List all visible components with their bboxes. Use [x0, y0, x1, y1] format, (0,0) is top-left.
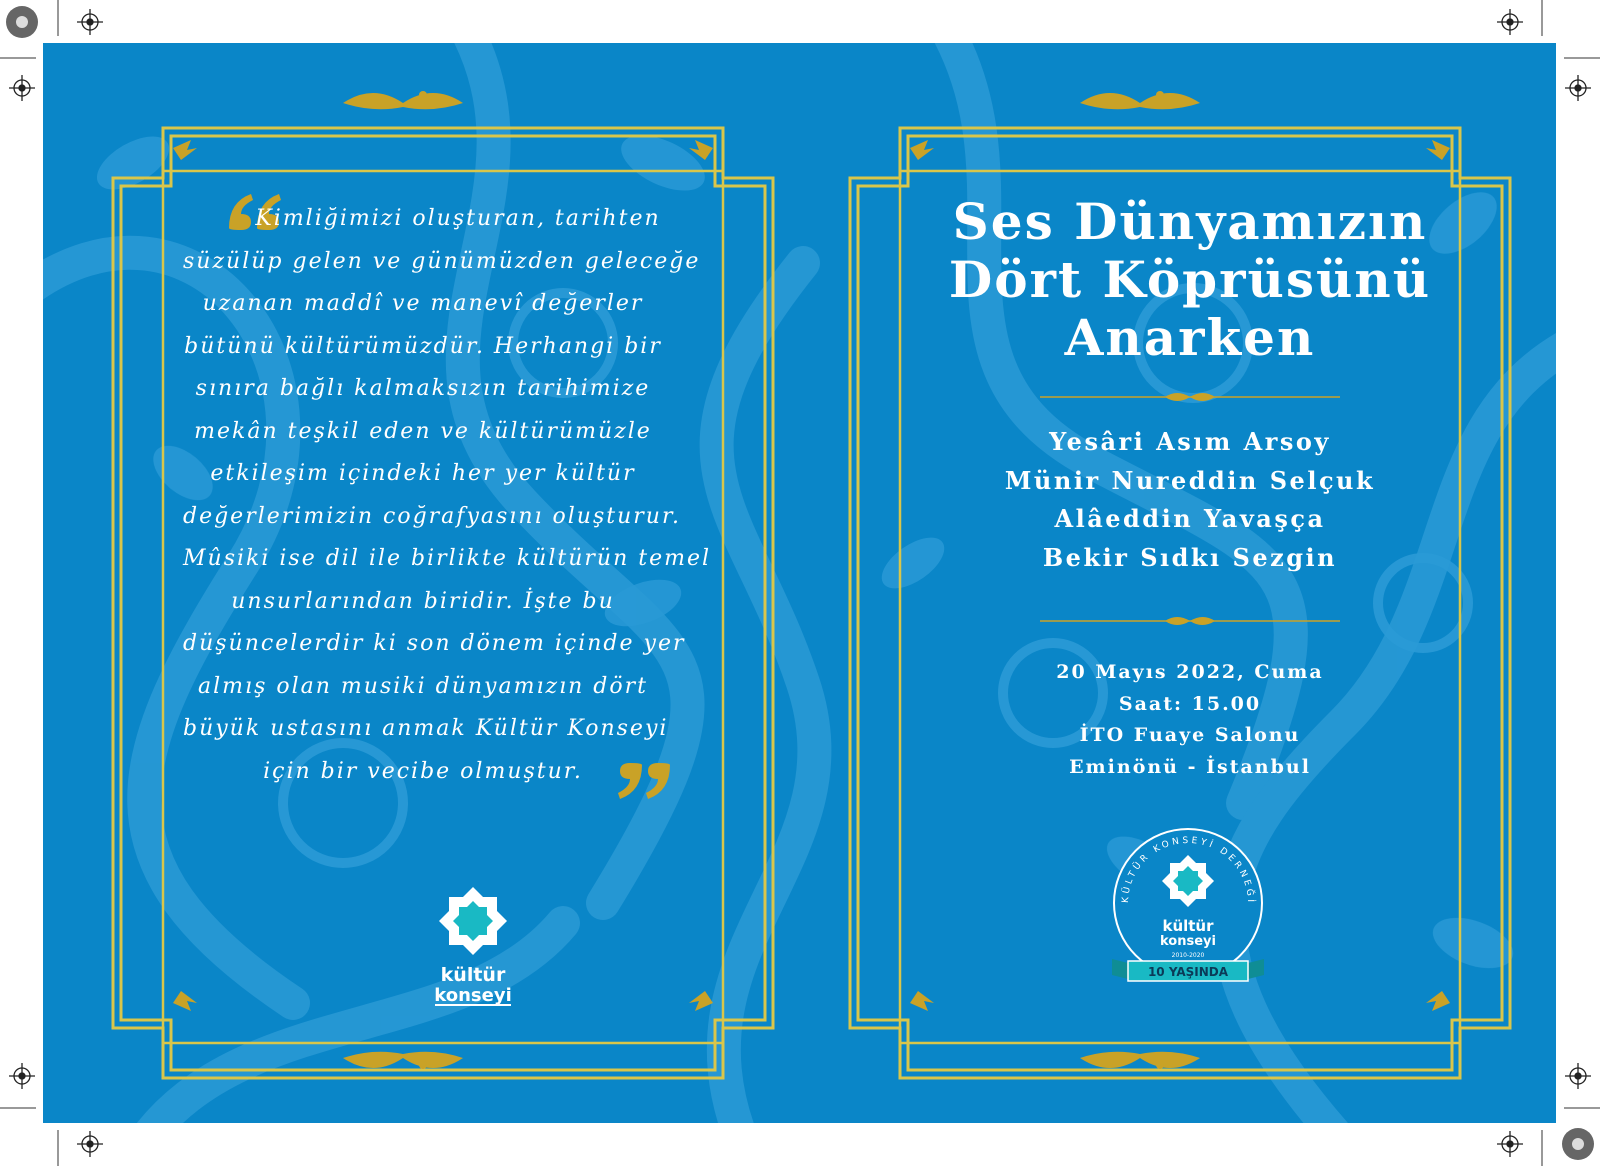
quote-line: süzülüp gelen ve günümüzden geleceğe: [183, 248, 701, 274]
close-quote-icon: [616, 755, 676, 805]
honoree-name: Yesâri Asım Arsoy: [1049, 427, 1331, 456]
honoree-name: Alâeddin Yavaşça: [1054, 504, 1326, 533]
badge-ribbon-text: 10 YAŞINDA: [1147, 965, 1229, 979]
anniversary-badge: [1108, 823, 1268, 991]
logo-text-line1: kültür: [440, 964, 506, 986]
quote-line: unsurlarından biridir. İşte bu: [231, 588, 615, 614]
quote-line: Kimliğimizi oluşturan, tarihten: [255, 206, 661, 231]
quote-line: etkileşim içindeki her yer kültür: [210, 461, 636, 486]
badge-years: 2010-2020: [1171, 952, 1205, 959]
event-time: Saat: 15.00: [1118, 692, 1262, 715]
invitation-sheet: [43, 43, 1556, 1123]
logo-text-line2: konseyi: [434, 985, 512, 1006]
honoree-name: Bekir Sıdkı Sezgin: [1042, 542, 1338, 572]
title-line: Dört Köprüsünü: [948, 250, 1432, 309]
right-panel: [830, 43, 1550, 1123]
quote-line: Mûsiki ise dil ile birlikte kültürün temel: [183, 546, 712, 571]
quote-line: değerlerimizin coğrafyasını oluşturur.: [183, 503, 682, 529]
event-details: [890, 657, 1490, 783]
quote-line: mekân teşkil eden ve kültürümüzle: [194, 418, 652, 444]
left-panel: [93, 43, 813, 1123]
quote-line: düşüncelerdir ki son dönem içinde yer: [183, 631, 686, 656]
badge-ring-text: KÜLTÜR KONSEYİ DERNEĞİ: [1120, 835, 1256, 906]
quote-line: uzanan maddî ve manevî değerler: [202, 291, 644, 316]
badge-logo-line2: konseyi: [1160, 934, 1216, 949]
honoree-name: Münir Nureddin Selçuk: [1004, 465, 1376, 495]
event-location: Eminönü - İstanbul: [1069, 755, 1311, 778]
event-title: [890, 193, 1490, 367]
event-date: 20 Mayıs 2022, Cuma: [1056, 661, 1324, 683]
ornament-bottom: [343, 1052, 463, 1069]
quote-line: almış olan musiki dünyamızın dört: [198, 673, 648, 699]
kultur-konseyi-logo: [423, 881, 523, 1011]
badge-logo-line1: kültür: [1162, 917, 1214, 935]
title-line: Anarken: [1064, 308, 1316, 367]
title-line: Ses Dünyamızın: [952, 192, 1428, 251]
event-venue: İTO Fuaye Salonu: [1079, 724, 1301, 746]
honoree-names: [890, 423, 1490, 577]
quote-line: bütünü kültürümüzdür. Herhangi bir: [184, 333, 662, 359]
ornament-top: [343, 91, 463, 109]
quote-line: için bir vecibe olmuştur.: [263, 758, 583, 784]
quote-line: büyük ustasını anmak Kültür Konseyi: [183, 716, 669, 741]
quote-paragraph: [183, 198, 712, 793]
quote-line: sınıra bağlı kalmaksızın tarihimize: [195, 376, 651, 401]
ornament-divider: [1040, 389, 1340, 405]
ornament-divider: [1040, 613, 1340, 629]
